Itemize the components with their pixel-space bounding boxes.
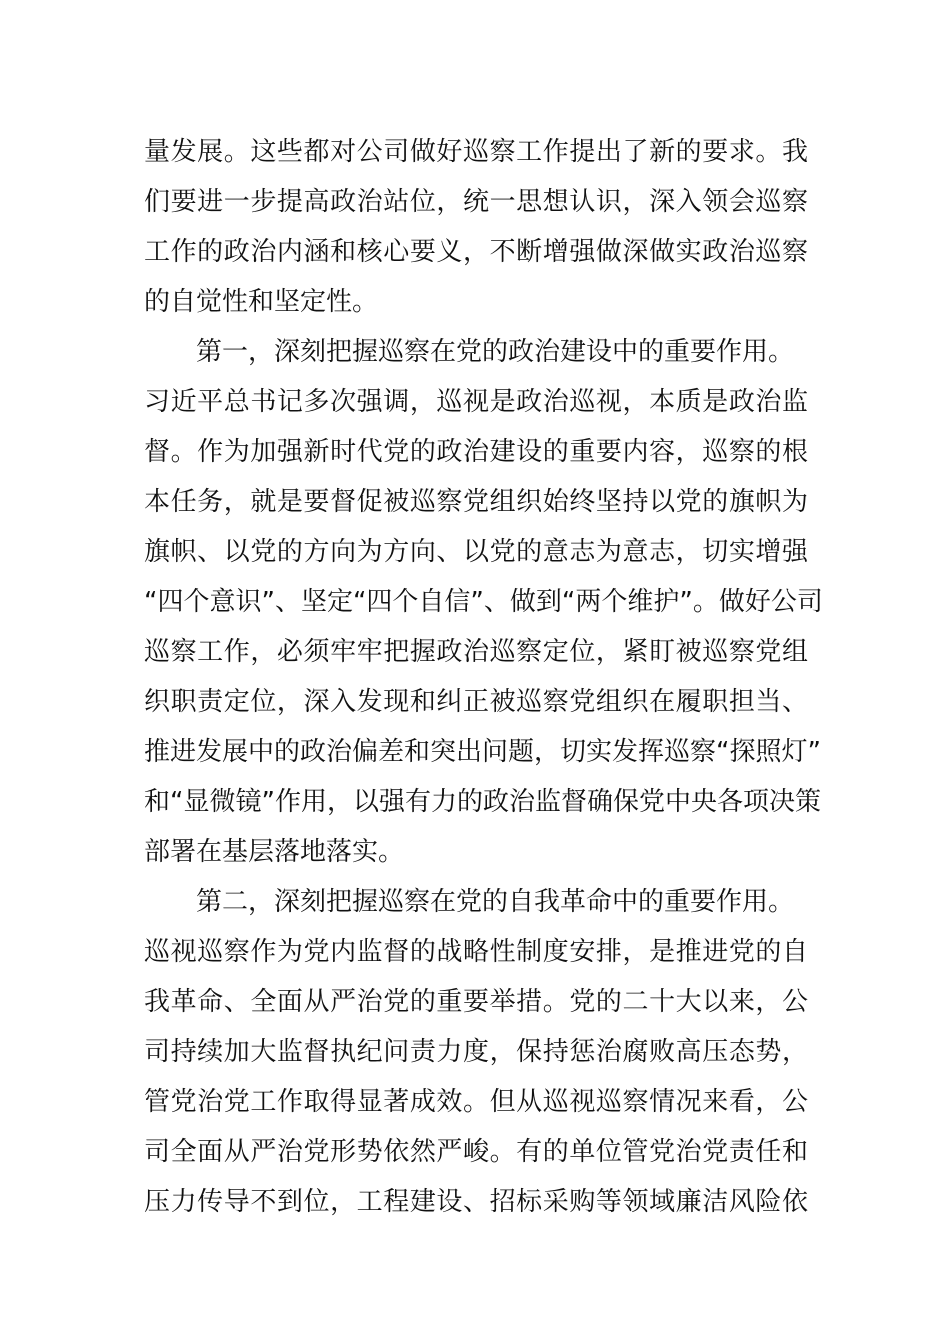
text-line: “四个意识”、坚定“四个自信”、做到“两个维护”。做好公司 [144, 587, 823, 617]
text-line: 司持续加大监督执纪问责力度，保持惩治腐败高压态势， [144, 1037, 808, 1067]
text-line: 巡视巡察作为党内监督的战略性制度安排，是推进党的自 [144, 937, 808, 967]
paragraph-heading-first: 第一，深刻把握巡察在党的政治建设中的重要作用。 [196, 337, 795, 367]
text-line: 旗帜、以党的方向为方向、以党的意志为意志，切实增强 [144, 537, 808, 567]
text-line: 量发展。这些都对公司做好巡察工作提出了新的要求。我 [144, 137, 808, 167]
text-line: 习近平总书记多次强调，巡视是政治巡视，本质是政治监 [144, 387, 808, 417]
text-line: 们要进一步提高政治站位，统一思想认识，深入领会巡察 [144, 187, 808, 217]
text-line: 织职责定位，深入发现和纠正被巡察党组织在履职担当、 [144, 687, 808, 717]
text-line: 管党治党工作取得显著成效。但从巡视巡察情况来看，公 [144, 1087, 808, 1117]
text-line: 压力传导不到位，工程建设、招标采购等领域廉洁风险依 [144, 1187, 808, 1217]
text-line: 和“显微镜”作用，以强有力的政治监督确保党中央各项决策 [144, 787, 821, 817]
text-line: 推进发展中的政治偏差和突出问题，切实发挥巡察“探照灯” [144, 737, 821, 767]
text-line: 巡察工作，必须牢牢把握政治巡察定位，紧盯被巡察党组 [144, 637, 808, 667]
text-line: 督。作为加强新时代党的政治建设的重要内容，巡察的根 [144, 437, 808, 467]
text-line: 本任务，就是要督促被巡察党组织始终坚持以党的旗帜为 [144, 487, 808, 517]
paragraph-heading-second: 第二，深刻把握巡察在党的自我革命中的重要作用。 [196, 887, 795, 917]
text-line: 工作的政治内涵和核心要义，不断增强做深做实政治巡察 [144, 237, 808, 267]
text-line: 我革命、全面从严治党的重要举措。党的二十大以来，公 [144, 987, 808, 1017]
text-line: 的自觉性和坚定性。 [144, 287, 379, 317]
text-line: 司全面从严治党形势依然严峻。有的单位管党治党责任和 [144, 1137, 808, 1167]
text-line: 部署在基层落地落实。 [144, 837, 405, 867]
document-body [144, 127, 823, 1227]
